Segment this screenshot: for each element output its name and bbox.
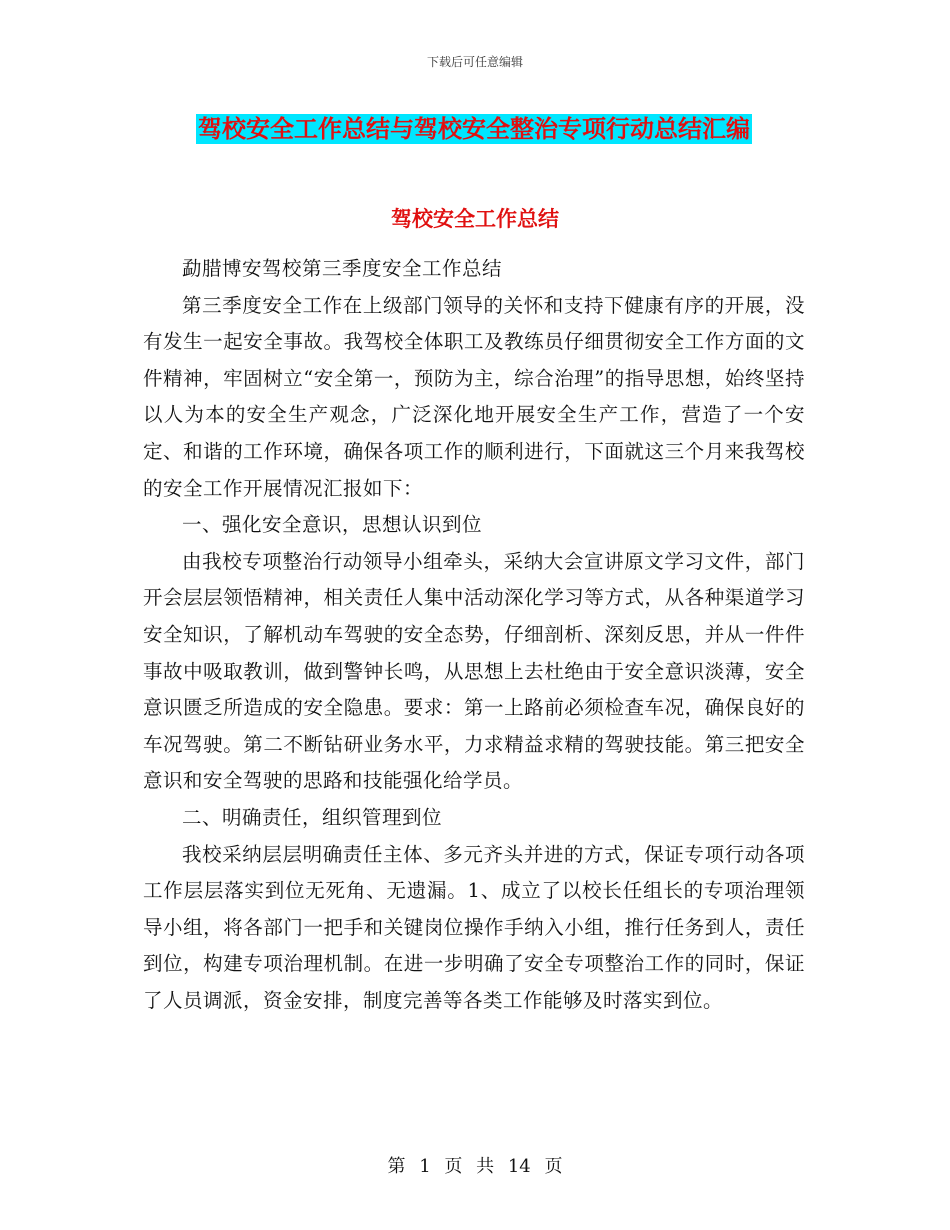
document-title: 驾校安全工作总结与驾校安全整治专项行动总结汇编	[198, 114, 750, 143]
section-heading-2: 二、明确责任，组织管理到位	[182, 805, 443, 829]
paragraph: 我校采纳层层明确责任主体、多元齐头并进的方式，保证专项行动各项工作层层落实到位无死角、无遗漏。1、成立了以校长任组长的专项治理领导小组，将各部门一把手和关键岗位操作手纳入小组，推行任务到人，责任到位，构建专项治理机制。在进一步明确了安全专项整治工作的同时，保证了人员调派，资金安排，制度完善等各类工作能够及时落实到位。	[143, 842, 805, 1012]
section-title: 驾校安全工作总结	[391, 206, 559, 231]
header-note: 下载后可任意编辑	[426, 55, 523, 69]
document-body	[143, 251, 805, 1019]
page-footer: 第 1 页 共 14 页	[387, 1156, 563, 1177]
paragraph: 由我校专项整治行动领导小组牵头，采纳大会宣讲原文学习文件，部门开会层层领悟精神，相关责任人集中活动深化学习等方式，从各种渠道学习安全知识，了解机动车驾驶的安全态势，仔细剖析、深刻反思，并从一件件事故中吸取教训，做到警钟长鸣，从思想上去杜绝由于安全意识淡薄，安全意识匮乏所造成的安全隐患。要求：第一上路前必须检查车况，确保良好的车况驾驶。第二不断钻研业务水平，力求精益求精的驾驶技能。第三把安全意识和安全驾驶的思路和技能强化给学员。	[143, 549, 805, 793]
paragraph-heading: 勐腊博安驾校第三季度安全工作总结	[182, 257, 503, 280]
paragraph: 第三季度安全工作在上级部门领导的关怀和支持下健康有序的开展，没有发生一起安全事故。我驾校全体职工及教练员仔细贯彻安全工作方面的文件精神，牢固树立“安全第一，预防为主，综合治理”的指导思想，始终坚持以人为本的安全生产观念，广泛深化地开展安全生产工作，营造了一个安定、和谐的工作环境，确保各项工作的顺利进行，下面就这三个月来我驾校的安全工作开展情况汇报如下：	[143, 293, 805, 500]
section-heading-1: 一、强化安全意识，思想认识到位	[182, 513, 483, 537]
